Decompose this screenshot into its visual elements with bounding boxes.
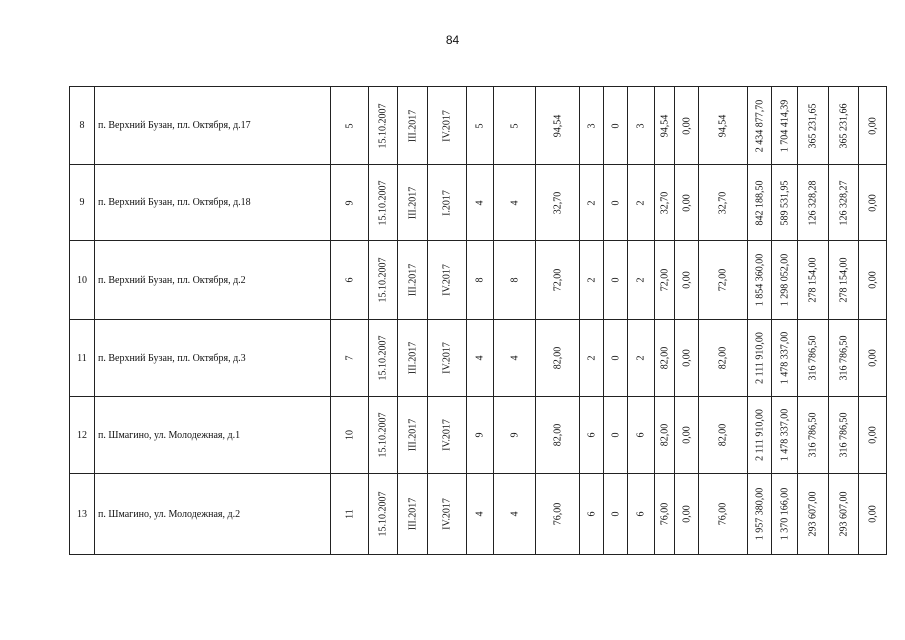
cell-value: IV.2017 (441, 419, 453, 451)
table-cell (428, 87, 467, 165)
table-cell (398, 87, 428, 165)
cell-value: 9 (344, 200, 355, 205)
cell-value: IV.2017 (441, 498, 453, 530)
cell-value: 316 786,50 (807, 335, 819, 381)
cell-value: 589 531,95 (779, 180, 790, 225)
cell-value: 94,54 (717, 114, 729, 137)
table-cell (398, 320, 428, 397)
cell-value: 82,00 (659, 423, 670, 447)
table-cell (628, 165, 655, 241)
table-cell (655, 87, 675, 165)
table-cell (772, 474, 798, 555)
cell-value: 1 370 166,00 (779, 487, 790, 541)
table-cell (675, 87, 699, 165)
cell-value: 0,00 (681, 426, 692, 444)
table-cell (798, 397, 829, 474)
cell-value: 842 188,50 (754, 180, 765, 225)
cell-value: 4 (474, 200, 486, 205)
table-cell (748, 474, 772, 555)
cell-value: 76,00 (717, 502, 729, 526)
cell-value: 0,00 (867, 271, 878, 289)
cell-value: 4 (474, 355, 486, 361)
cell-value: 278 154,00 (807, 257, 819, 303)
cell-value: III.2017 (407, 341, 418, 375)
cell-value: 15.10.2007 (377, 180, 389, 225)
cell-value: 32,70 (552, 191, 563, 214)
table-cell (398, 397, 428, 474)
table-cell (604, 397, 628, 474)
cell-value: 15.10.2007 (377, 335, 389, 381)
cell-value: 1 854 360,00 (754, 253, 765, 307)
cell-value: 5 (344, 123, 355, 128)
table-row (70, 87, 887, 165)
cell-value: 0,00 (681, 349, 692, 367)
table-cell (798, 241, 829, 320)
cell-value: 316 786,50 (807, 412, 819, 458)
cell-value: 2 111 910,00 (754, 409, 765, 461)
table-cell (331, 474, 369, 555)
cell-value: 94,54 (552, 114, 563, 137)
cell-value: 2 434 877,70 (754, 99, 765, 152)
table-cell (675, 397, 699, 474)
address-cell: п. Шмагино, ул. Молодежная, д.2 (95, 474, 331, 555)
table-cell (467, 241, 494, 320)
table-row (70, 165, 887, 241)
table-cell (772, 241, 798, 320)
cell-value: 5 (474, 123, 486, 128)
table-cell (699, 87, 748, 165)
table-cell (829, 397, 859, 474)
table-row (70, 320, 887, 397)
table-cell (331, 397, 369, 474)
table-cell (628, 87, 655, 165)
table-cell (494, 474, 536, 555)
cell-value: 2 (635, 277, 647, 283)
table-cell (494, 241, 536, 320)
table-cell (772, 397, 798, 474)
table-cell (428, 397, 467, 474)
cell-value: 2 (635, 200, 647, 205)
cell-value: 0,00 (681, 505, 692, 523)
table-cell (829, 241, 859, 320)
table-cell (628, 474, 655, 555)
row-number: 10 (70, 241, 95, 320)
table-cell (467, 397, 494, 474)
table-row (70, 241, 887, 320)
cell-value: IV.2017 (441, 109, 453, 142)
cell-value: 10 (344, 430, 355, 440)
cell-value: 72,00 (659, 268, 670, 292)
table-cell (428, 241, 467, 320)
table-cell (494, 165, 536, 241)
table-cell (331, 165, 369, 241)
table-cell (580, 241, 604, 320)
cell-value: 126 328,27 (838, 180, 849, 225)
cell-value: 72,00 (717, 268, 729, 292)
cell-value: 0 (610, 277, 621, 283)
table-cell (748, 397, 772, 474)
cell-value: 293 607,00 (807, 491, 819, 537)
cell-value: 4 (509, 511, 520, 517)
table-cell (494, 397, 536, 474)
cell-value: 2 (586, 355, 597, 361)
cell-value: 0,00 (867, 193, 878, 212)
cell-value: 82,00 (552, 423, 563, 447)
document-table (69, 86, 887, 555)
table-cell (675, 474, 699, 555)
table-cell (699, 165, 748, 241)
cell-value: 0 (610, 200, 621, 205)
cell-value: 8 (474, 277, 486, 283)
cell-value: 11 (344, 509, 355, 519)
table-cell (536, 87, 580, 165)
table-cell (494, 320, 536, 397)
cell-value: 0 (610, 123, 621, 128)
cell-value: III.2017 (407, 418, 418, 452)
table-cell (699, 474, 748, 555)
cell-value: 5 (509, 123, 520, 128)
table-cell (369, 165, 398, 241)
table-cell (748, 87, 772, 165)
table-cell (859, 165, 887, 241)
cell-value: 0,00 (867, 349, 878, 367)
table-cell (536, 165, 580, 241)
cell-value: 316 786,50 (838, 335, 849, 381)
cell-value: 9 (474, 432, 486, 438)
table-cell (859, 87, 887, 165)
table-cell (369, 320, 398, 397)
cell-value: 76,00 (552, 502, 563, 526)
cell-value: 6 (586, 511, 597, 517)
cell-value: III.2017 (407, 263, 418, 297)
cell-value: 2 (635, 355, 647, 361)
cell-value: IV.2017 (441, 342, 453, 374)
table-cell (798, 165, 829, 241)
table-cell (772, 165, 798, 241)
table-cell (859, 474, 887, 555)
cell-value: 7 (344, 355, 355, 361)
cell-value: 0,00 (681, 193, 692, 212)
cell-value: 126 328,28 (807, 180, 819, 225)
cell-value: 1 957 380,00 (754, 487, 765, 541)
table-cell (829, 320, 859, 397)
address-cell: п. Верхний Бузан, пл. Октября, д.3 (95, 320, 331, 397)
cell-value: 1 298 052,00 (779, 253, 790, 307)
table-cell (798, 474, 829, 555)
table-cell (580, 165, 604, 241)
row-number: 13 (70, 474, 95, 555)
table-cell (628, 397, 655, 474)
table-cell (604, 320, 628, 397)
table-cell (369, 397, 398, 474)
table-cell (655, 241, 675, 320)
cell-value: 6 (586, 432, 597, 438)
table-cell (369, 241, 398, 320)
table-cell (428, 165, 467, 241)
cell-value: 82,00 (552, 346, 563, 370)
cell-value: 76,00 (659, 502, 670, 526)
cell-value: 0,00 (681, 116, 692, 135)
cell-value: 15.10.2007 (377, 491, 389, 537)
table-cell (699, 320, 748, 397)
table-cell (655, 397, 675, 474)
cell-value: 0 (610, 432, 621, 438)
cell-value: 82,00 (717, 423, 729, 447)
cell-value: 1 478 337,00 (779, 331, 790, 385)
table-row (70, 474, 887, 555)
table-cell (829, 87, 859, 165)
cell-value: 293 607,00 (838, 491, 849, 537)
cell-value: 6 (635, 511, 647, 517)
cell-value: 8 (509, 277, 520, 283)
row-number: 11 (70, 320, 95, 397)
table-cell (536, 241, 580, 320)
table-cell (604, 87, 628, 165)
table-cell (467, 87, 494, 165)
cell-value: 4 (474, 511, 486, 517)
table-cell (580, 474, 604, 555)
table-cell (604, 241, 628, 320)
address-cell: п. Верхний Бузан, пл. Октября, д.17 (95, 87, 331, 165)
table-cell (494, 87, 536, 165)
table-cell (331, 320, 369, 397)
table-cell (772, 320, 798, 397)
table-cell (580, 87, 604, 165)
table-cell (398, 165, 428, 241)
table-cell (580, 397, 604, 474)
cell-value: IV.2017 (441, 264, 453, 296)
table-cell (536, 474, 580, 555)
table-cell (604, 474, 628, 555)
cell-value: 82,00 (717, 346, 729, 370)
cell-value: 3 (635, 123, 647, 128)
table-cell (675, 320, 699, 397)
table-cell (428, 474, 467, 555)
row-number: 8 (70, 87, 95, 165)
table-cell (748, 320, 772, 397)
cell-value: 9 (509, 432, 520, 438)
table-cell (748, 241, 772, 320)
cell-value: 82,00 (659, 346, 670, 370)
table-cell (699, 397, 748, 474)
table-cell (675, 241, 699, 320)
cell-value: III.2017 (407, 109, 418, 142)
table-cell (655, 165, 675, 241)
table-cell (331, 241, 369, 320)
cell-value: 72,00 (552, 268, 563, 292)
table-cell (428, 320, 467, 397)
cell-value: 365 231,66 (838, 103, 849, 148)
table-cell (467, 320, 494, 397)
cell-value: 4 (509, 355, 520, 361)
table-cell (628, 241, 655, 320)
row-number: 12 (70, 397, 95, 474)
cell-value: 1 478 337,00 (779, 408, 790, 462)
cell-value: 6 (635, 432, 647, 438)
row-number: 9 (70, 165, 95, 241)
table-cell (829, 165, 859, 241)
table-cell (398, 474, 428, 555)
address-cell: п. Шмагино, ул. Молодежная, д.1 (95, 397, 331, 474)
cell-value: 6 (344, 277, 355, 283)
cell-value: 1 704 414,39 (779, 99, 790, 152)
cell-value: 2 (586, 277, 597, 283)
cell-value: 3 (586, 123, 597, 128)
table-row (70, 397, 887, 474)
table-cell (699, 241, 748, 320)
table-cell (655, 320, 675, 397)
table-cell (536, 320, 580, 397)
cell-value: 316 786,50 (838, 412, 849, 458)
table-cell (772, 87, 798, 165)
table-cell (859, 320, 887, 397)
table-cell (369, 474, 398, 555)
table-cell (467, 474, 494, 555)
table-cell (655, 474, 675, 555)
table-cell (675, 165, 699, 241)
table-cell (331, 87, 369, 165)
table-cell (369, 87, 398, 165)
address-cell: п. Верхний Бузан, пл. Октября, д.18 (95, 165, 331, 241)
cell-value: 0 (610, 511, 621, 517)
cell-value: 0,00 (867, 116, 878, 135)
cell-value: 2 111 910,00 (754, 332, 765, 384)
cell-value: III.2017 (407, 497, 418, 531)
table-cell (859, 241, 887, 320)
cell-value: 32,70 (717, 191, 729, 214)
table-cell (580, 320, 604, 397)
cell-value: 0,00 (867, 505, 878, 523)
cell-value: 278 154,00 (838, 257, 849, 303)
table-cell (467, 165, 494, 241)
cell-value: III.2017 (407, 186, 418, 219)
table-cell (798, 87, 829, 165)
cell-value: 4 (509, 200, 520, 205)
table-cell (604, 165, 628, 241)
table-cell (748, 165, 772, 241)
cell-value: 0,00 (681, 271, 692, 289)
table-cell (536, 397, 580, 474)
cell-value: 2 (586, 200, 597, 205)
cell-value: 365 231,65 (807, 103, 819, 148)
address-cell: п. Верхний Бузан, пл. Октября, д.2 (95, 241, 331, 320)
cell-value: 0 (610, 355, 621, 361)
cell-value: 32,70 (659, 191, 670, 214)
cell-value: 94,54 (659, 114, 670, 137)
table-cell (628, 320, 655, 397)
page-number: 84 (445, 33, 460, 47)
table-cell (398, 241, 428, 320)
cell-value: 15.10.2007 (377, 412, 389, 458)
table-cell (829, 474, 859, 555)
cell-value: I.2017 (441, 189, 453, 216)
table-cell (859, 397, 887, 474)
cell-value: 15.10.2007 (377, 257, 389, 303)
cell-value: 15.10.2007 (377, 103, 389, 148)
table-cell (798, 320, 829, 397)
cell-value: 0,00 (867, 426, 878, 444)
